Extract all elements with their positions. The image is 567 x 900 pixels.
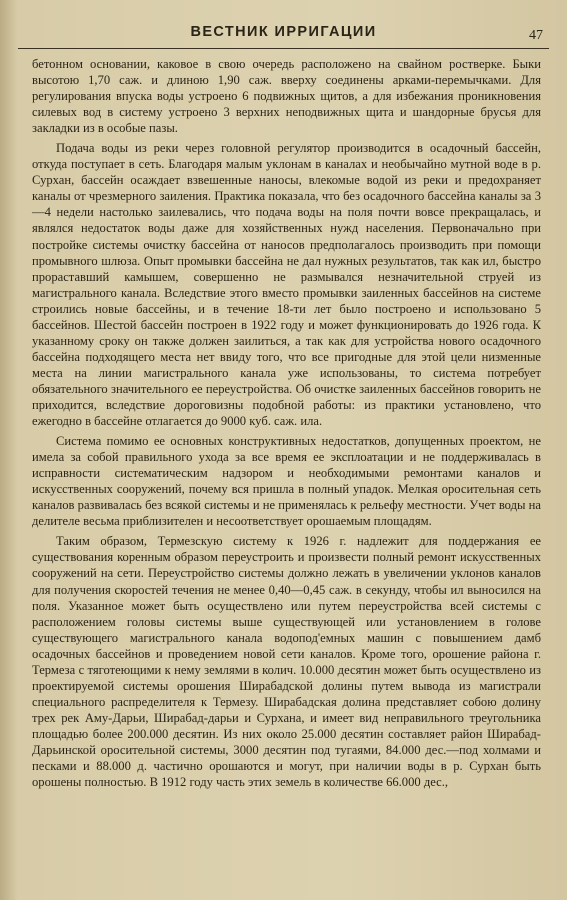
paragraph: Подача воды из реки через головной регулятор производится в осадочный бассейн, откуда поступает в сеть. Благодаря малым уклонам в каналах и необычайно мутной воде в р. Сурхан, бассейн осаждает взвешенные наносы, влекомые водой из реки и предохраняет каналы от чрезмерного заиления. Практика показала, что без осадочного бассейна каналы за 3—4 недели настолько заилевались, что подача воды на поля почти вовсе прекращалась, и являлся недостаток воды даже для хозяйственных нужд населения. Первоначально при постройке системы очистку бассейна от наносов предполагалось производить при помощи промывного шлюза. Опыт промывки бассейна не дал нужных результатов, так как ил, быстро прораставший камышем, совершенно не размывался незначительной струей из магистрального канала. Вследствие этого вместо промывки заиленных бассейнов на системе строились новые бассейны, и в течение 18-ти лет было построено и использовано 5 бассейнов. Шестой бассейн построен в 1922 году и может функционировать до 1926 года. К указанному сроку он также должен заилиться, а так как для устройства нового осадочного бассейна подходящего места нет ввиду того, что все пригодные для этой цели низменные места на линии магистрального канала уже использованы, то система потребует обязательного значительного ее переустройства. Об очистке заиленных бассейнов говорить не приходится, вследствие дороговизны подобной работы: из практики установлено, что ежегодно в бассейне отлагается до 9000 куб. саж. ила. (32, 141, 541, 429)
body-text (32, 56, 541, 790)
running-header (18, 22, 549, 49)
page-number: 47 (529, 28, 543, 43)
journal-title: ВЕСТНИК ИРРИГАЦИИ (190, 24, 377, 40)
paragraph: Таким образом, Термезскую систему к 1926 г. надлежит для поддержания ее существования коренным образом переустроить и произвести полный ремонт искусственных сооружений на сети. Переустройство системы должно лежать в увеличении уклонов каналов для получения скоростей течения не менее 0,40—0,45 саж. в секунду, чтобы ил выносился на поля. Указанное может быть осуществлено или путем переустройства всей системы с расположением головы системы выше существующей или установлением в голове существующего магистрального канала водопод'емных машин с повышением дамб осадочных бассейнов и проведением новой сети каналов. Кроме того, орошение района г. Термеза с тяготеющими к нему землями в колич. 10.000 десятин может быть осуществлено из проектируемой системы орошения Ширабадской долины путем вывода из магистрали специального распределителя к Термезу. Ширабадская долина представляет собою долину трех рек Аму-Дарьи, Ширабад-дарьи и Сурхана, и имеет вид неправильного треугольника площадью более 200.000 десятин. Из них около 25.000 десятин составляет район Ширабад-Дарьинской оросительной системы, 3000 десятин под тугаями, 84.000 дес.—под холмами и песками и 88.000 д. частично орошаются и могут, при наличии воды в р. Сурхан быть орошены полностью. В 1912 году часть этих земель в количестве 66.000 дес., (32, 534, 541, 790)
paragraph-continuation: бетонном основании, каковое в свою очередь расположено на свайном ростверке. Быки высотою 1,70 саж. и длиною 1,90 саж. вверху соединены арками-перемычками. Для регулирования впуска воды устроено 6 подвижных щитов, а для избежания проникновения силевых вод в систему устроено 3 верхних неподвижных щита и шандорные брусья для закладки из в особые пазы. (32, 57, 541, 136)
paragraph: Система помимо ее основных конструктивных недостатков, допущенных проектом, не имела за собой правильного ухода за все время ее эксплоатации и не поддерживалась в исправности систематическим надзором и необходимыми ремонтами каналов и искусственных сооружений, почему вся пришла в полный упадок. Мелкая оросительная сеть каналов развивалась без всякой системы и не применялась к рельефу местности. Учет воды на делителе весьма приблизителен и несоответствует орошаемым площадям. (32, 434, 541, 529)
